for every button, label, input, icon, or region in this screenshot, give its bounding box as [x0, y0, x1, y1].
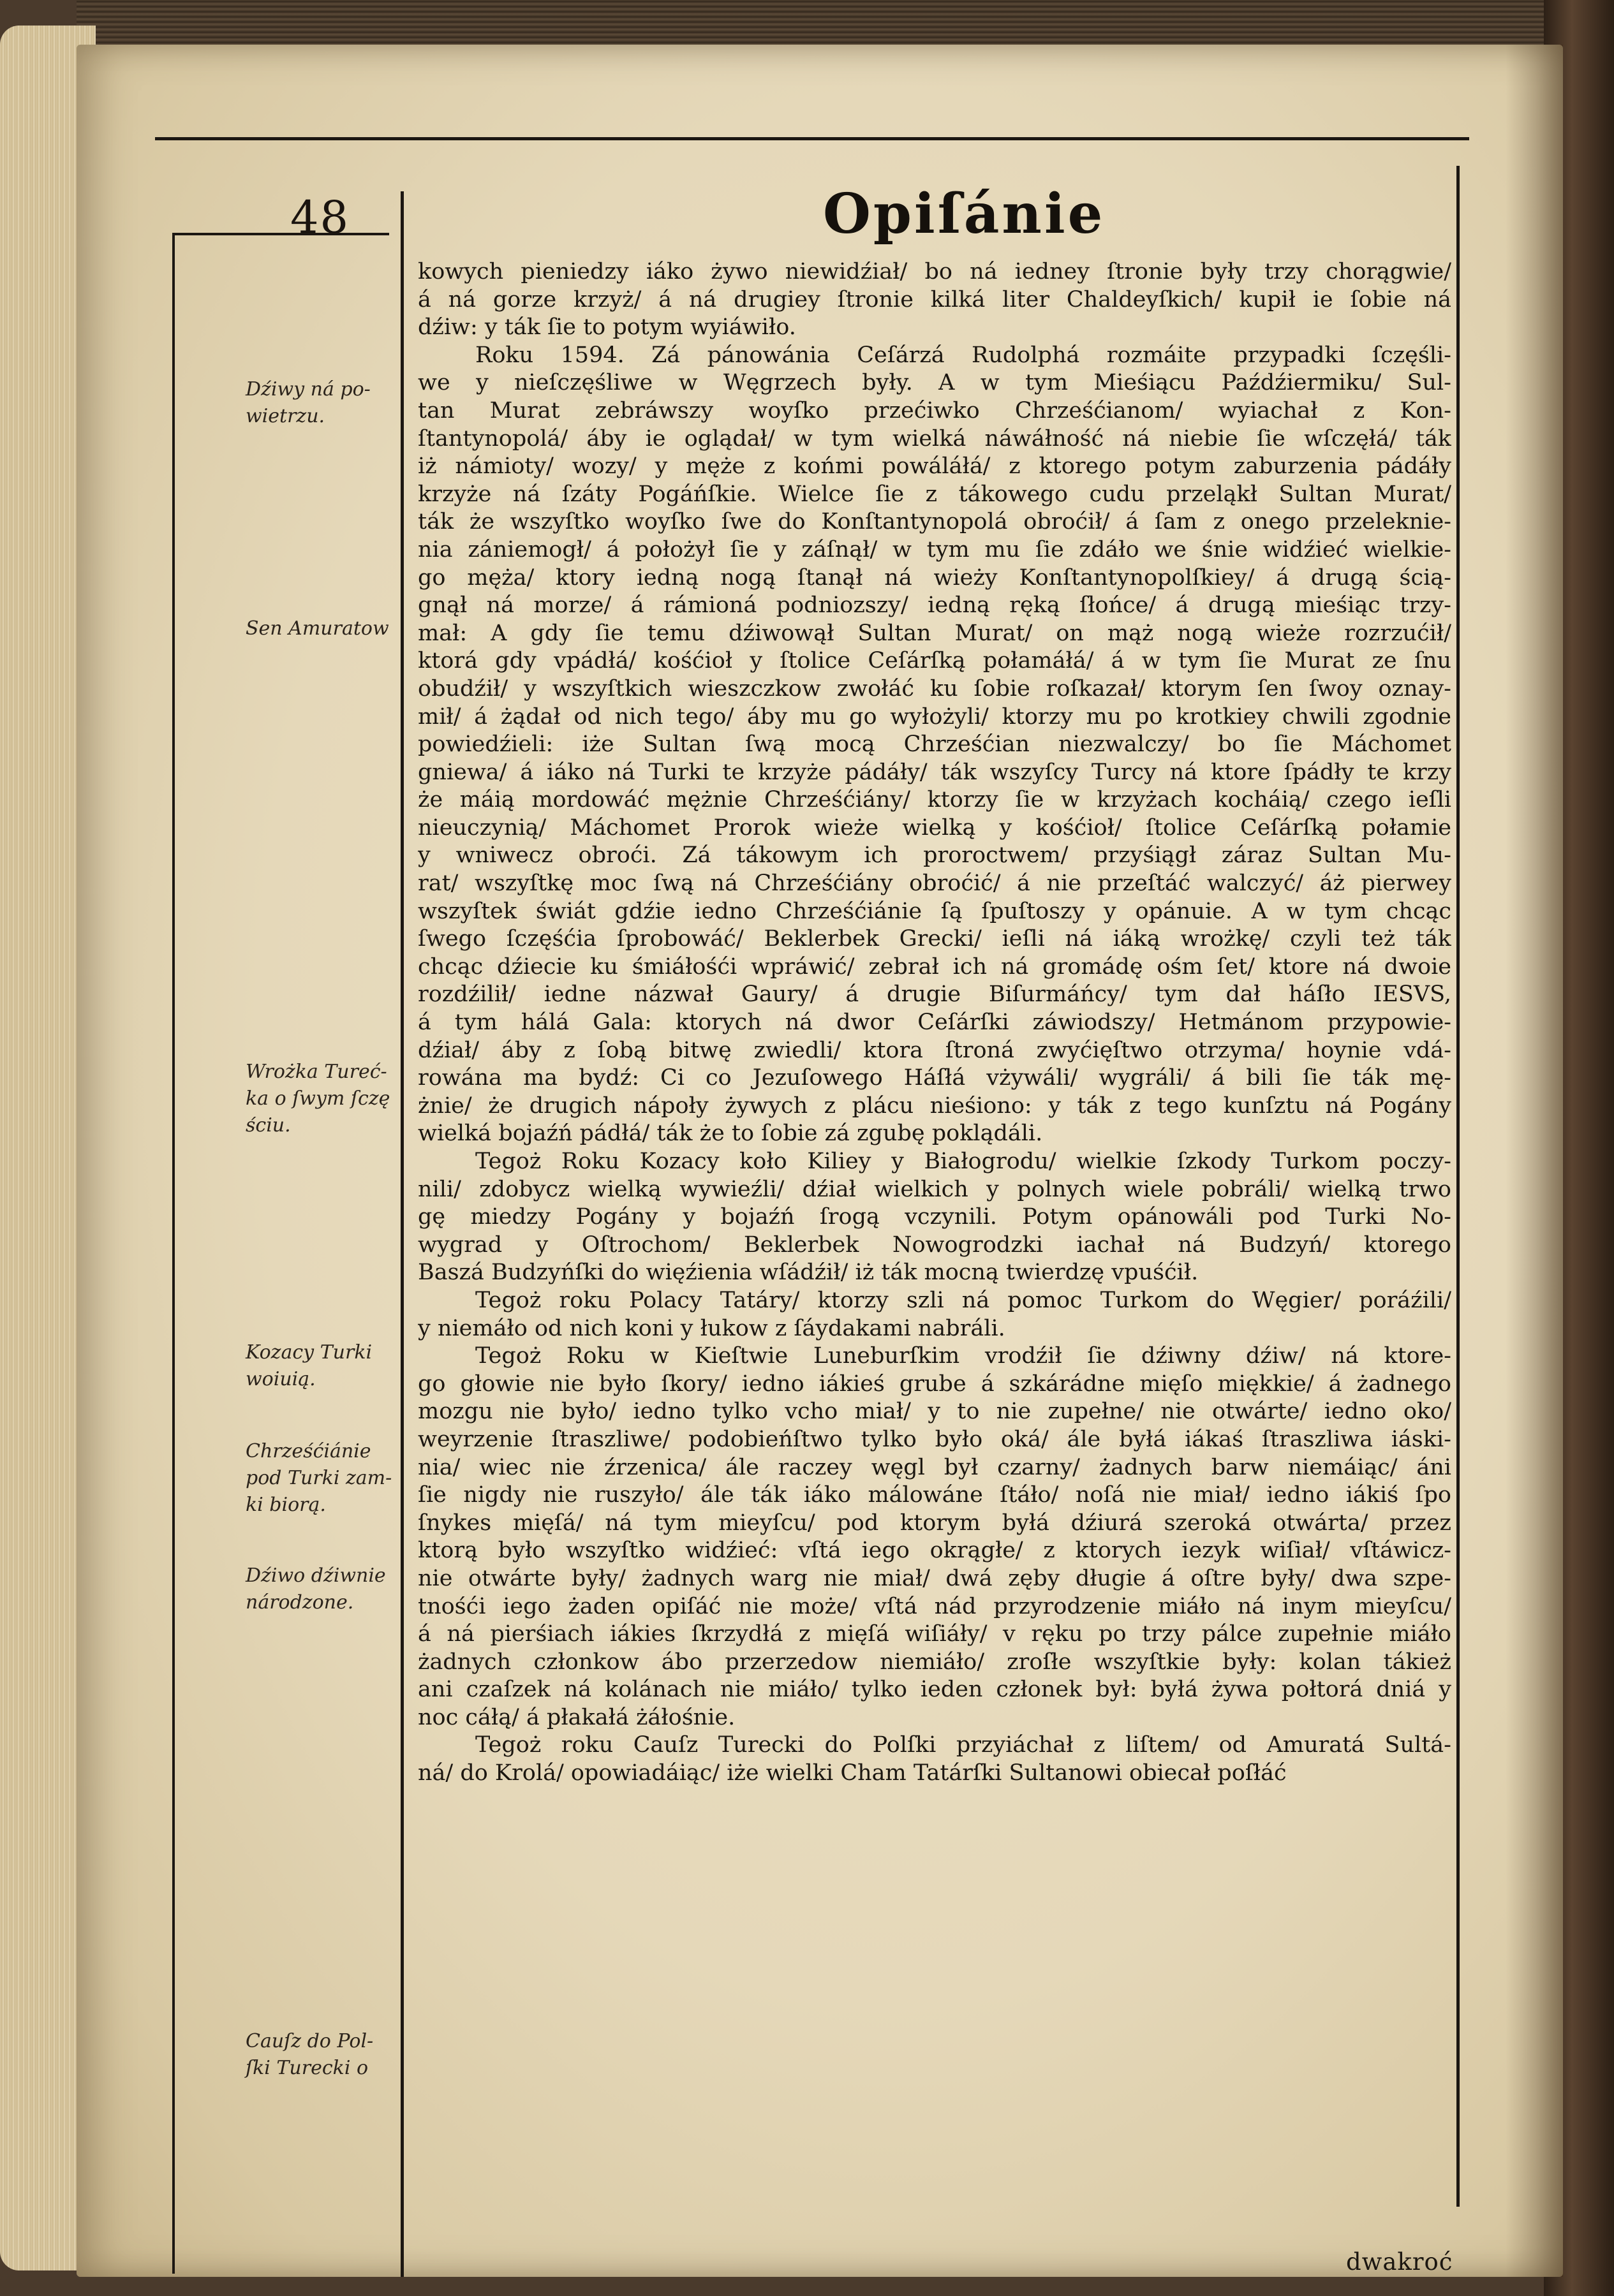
- text-line: nia zániemogł/ á położył ſie y záſnął/ w tym mu ſie zdáło we śnie widźieć wielkie-: [418, 536, 1451, 563]
- text-line: go głowie nie było ſkory/ iedno iákieś grube á szkárádne mięſo miękkie/ á żadnego: [418, 1371, 1451, 1397]
- margin-note-line: Dźiwy ná po-: [246, 378, 371, 401]
- margin-note-line: ki biorą.: [246, 1494, 326, 1516]
- text-line: tan Murat zebráwszy woyſko przećiwko Chrześćianom/ wyiachał z Kon-: [418, 397, 1451, 423]
- margin-left-rule: [172, 233, 175, 2274]
- text-line: wielká bojaźń pádłá/ ták że to ſobie zá zgubę poklądáli.: [418, 1121, 1043, 1147]
- text-line: iż námioty/ wozy/ y męże z końmi powáláłá/ z ktorego potym zaburzenia pádáły: [418, 453, 1451, 480]
- text-line: y niemáło od nich koni y łukow z ſáydakami nabráli.: [418, 1315, 1005, 1341]
- text-line: go męża/ ktory iedną nogą ſtanął ná wieży Konſtantynopolſkiey/ á drugą ścią-: [418, 564, 1451, 591]
- margin-note-line: Sen Amuratow: [246, 617, 389, 640]
- text-line: á ná pierśiach iákies ſkrzydłá z mięſá wiſiáły/ v ręku po trzy pálce zupełnie miáło: [418, 1621, 1451, 1647]
- text-line: obudźił/ y wszyſtkich wieszczkow zwołáć ku ſobie roſkazał/ ktorym ſen ſwoy oznay-: [418, 675, 1451, 702]
- text-line: ktorá gdy vpádłá/ kośćioł y ſtolice Ceſárſką połamáłá/ á w tym ſie Murat ze ſnu: [418, 648, 1451, 674]
- text-line: gniewa/ á iáko ná Turki te krzyże pádáły/ ták wszyſcy Turcy ná ktore ſpádły te krzy: [418, 759, 1451, 785]
- page-number-rule: [172, 233, 389, 235]
- text-line: á tym hálá Gala: ktorych ná dwor Ceſárſki záwiodszy/ Hetmánom przypowie-: [418, 1010, 1451, 1036]
- text-line: gnął ná morze/ á rámioná podniozszy/ iedną ręką ſłońce/ á drugą mieśiąc trzy-: [418, 592, 1451, 619]
- text-line: Tegoż Roku w Kieſtwie Luneburſkim vrodźił ſie dźiwny dźiw/ ná ktore-: [475, 1343, 1451, 1369]
- text-line: nili/ zdobycz wielką wywieźli/ dźiał wielkich y polnych wiele pobráli/ wielką trwo: [418, 1176, 1451, 1202]
- running-head: Opiſánie: [823, 182, 1106, 246]
- margin-note-line: ſki Turecki o: [246, 2057, 369, 2079]
- text-right-rule: [1456, 166, 1460, 2207]
- text-line: rozdźilił/ iedne názwał Gaury/ á drugie Biſurmáńcy/ tym dał háſło IESVS,: [418, 982, 1451, 1008]
- margin-note: [246, 615, 399, 642]
- text-line: kowych pieniedzy iáko żywo niewidźiał/ bo ná iedney ſtronie były trzy chorągwie/: [418, 259, 1451, 284]
- margin-note-line: Dźiwo dźiwnie: [246, 1564, 386, 1587]
- text-line: nia/ wiec nie źrzenica/ ále raczey węgl był czarny/ żadnych barw niemáiąc/ áni: [418, 1454, 1451, 1480]
- margin-note: [246, 1438, 399, 1519]
- text-line: ani czaſzek ná kolánach nie miáło/ tylko ieden członek był: byłá żywa połtorá dniá y: [418, 1677, 1451, 1703]
- margin-note-line: Wrożka Tureć-: [246, 1061, 387, 1083]
- text-line: żadnych członkow ábo przerzedow niemiáło/ zroſłe wszyſtkie były: kolan tákież: [418, 1649, 1451, 1675]
- text-line: rowána ma bydź: Ci co Jezuſowego Háſłá vżywáli/ wygráli/ á bili ſie ták mę-: [418, 1065, 1451, 1091]
- text-line: ſnykes mięſá/ ná tym mieyſcu/ pod ktorym byłá dźiurá szeroká otwárta/ przez: [418, 1510, 1451, 1536]
- text-line: dźiał/ áby z ſobą bitwę zwiedli/ ktora ſtroná zwyćięſtwo otrzyma/ hoynie vdá-: [418, 1037, 1451, 1063]
- text-line: wszyſtek świát gdźie iedno Chrześćiánie ſą ſpuſtoszy y opánuie. A w tym chcąc: [418, 898, 1451, 924]
- text-line: tnośći iego żaden opiſáć nie może/ vſtá nád przyrodzenie miáło ná inym mieyſcu/: [418, 1593, 1451, 1619]
- margin-note: [246, 376, 399, 430]
- margin-note: [246, 1059, 399, 1139]
- page-number: 48: [290, 191, 350, 244]
- text-line: y wniwecz obroći. Zá tákowym ich proroctwem/ przyśiągł záraz Sultan Mu-: [418, 843, 1451, 869]
- text-line: ná/ do Krolá/ opowiadáiąc/ iże wielki Cham Tatárſki Sultanowi obiecał poſłáć: [418, 1760, 1287, 1786]
- body-text: [418, 258, 1451, 1788]
- text-line: Roku 1594. Zá pánowánia Ceſárzá Rudolphá rozmáite przypadki ſczęśli-: [475, 342, 1451, 368]
- text-line: nie otwárte były/ żadnych warg nie miał/ dwá zęby długie á oſtre były/ dwa szpe-: [418, 1565, 1451, 1591]
- catchword: dwakroć: [1346, 2248, 1453, 2276]
- margin-note-line: pod Turki zam-: [246, 1467, 392, 1489]
- text-line: nieuczynią/ Máchomet Prorok wieże wielką y kośćioł/ ſtolice Ceſárſką połamie: [418, 814, 1451, 841]
- margin-note-line: woiuią.: [246, 1368, 316, 1390]
- text-line: Baszá Budzyńſki do więźienia wſádźił/ iż ták mocną twierdzę vpuśćił.: [418, 1260, 1199, 1286]
- text-line: Tegoż roku Cauſz Turecki do Polſki przyiáchał z liſtem/ od Amuratá Sultá-: [475, 1732, 1451, 1758]
- text-line: chcąc dźiecie ku śmiáłośći wpráwić/ zebrał ich ná gromádę ośm ſet/ ktore ná dwoie: [418, 953, 1451, 980]
- text-line: ſtantynopolá/ áby ie oglądał/ w tym wielká náwáłność ná niebie ſie wſczęłá/ ták: [418, 425, 1451, 452]
- text-line: ſwego ſczęśćia ſprobowáć/ Beklerbek Grecki/ ieſli ná iáką wrożkę/ czyli też ták: [418, 926, 1451, 952]
- margin-note-line: Cauſz do Pol-: [246, 2030, 374, 2052]
- margin-note-line: wietrzu.: [246, 405, 325, 427]
- gutter-shadow: [1506, 45, 1563, 2277]
- text-line: że máią mordowáć mężnie Chrześćiány/ ktorzy ſie w krzyżach kocháią/ czego ieſli: [418, 787, 1451, 813]
- text-line: mał: A gdy ſie temu dźiwowął Sultan Murat/ on mąż nogą wieże rozrzućił/: [418, 620, 1451, 646]
- text-line: powiedźieli: iże Sultan ſwą mocą Chrześćian niezwalczy/ bo ſie Máchomet: [418, 732, 1451, 758]
- margin-note-line: Kozacy Turki: [246, 1341, 373, 1364]
- text-line: Tegoż roku Polacy Tatáry/ ktorzy szli ná pomoc Turkom do Węgier/ poráźili/: [475, 1287, 1451, 1313]
- text-line: żnie/ że drugich nápoły żywych z plácu nieśiono: y ták z tego kunſztu ná Pogány: [418, 1093, 1451, 1119]
- text-line: Tegoż Roku Kozacy koło Kiliey y Białogrodu/ wielkie ſzkody Turkom poczy-: [475, 1149, 1451, 1174]
- text-line: ſie nigdy nie ruszyło/ ále ták iáko málowáne ſtáło/ noſá nie miał/ iedno iákiś ſpo: [418, 1482, 1451, 1508]
- text-line: wygrad y Oſtrochom/ Beklerbek Nowogrodzki iachał ná Budzyń/ ktorego: [418, 1232, 1451, 1258]
- text-line: á ná gorze krzyż/ á ná drugiey ſtronie kilká liter Chaldeyſkich/ kupił ie ſobie ná: [418, 286, 1451, 313]
- margin-note: [246, 1563, 399, 1616]
- text-line: rat/ wszyſtkę moc ſwą ná Chrześćiány obroćić/ á nie przeſtáć walczyć/ áż pierwey: [418, 871, 1451, 897]
- text-line: ktorą było wszyſtko widźieć: vſtá iego okrągłe/ z ktorych iezyk wiſiał/ vſtáwicz-: [418, 1538, 1451, 1564]
- text-line: mozgu nie było/ iedno tylko vcho miał/ y to nie zupełne/ nie otwárte/ iedno oko/: [418, 1399, 1451, 1425]
- text-line: mił/ á żądał od nich tego/ áby mu go wyłożyli/ ktorzy mu po krotkiey chwili zgodnie: [418, 703, 1451, 730]
- text-line: gę miedzy Pogány y bojaźń ſrogą vczynili. Potym opánowáli pod Turki No-: [418, 1204, 1451, 1230]
- text-line: krzyże ná ſzáty Pogáńſkie. Wielce ſie z tákowego cudu przeląkł Sultan Murat/: [418, 481, 1451, 507]
- margin-note-line: ka o ſwym ſczę: [246, 1087, 390, 1110]
- text-line: we y nieſczęśliwe w Węgrzech były. A w tym Mieśiącu Paźdźiermiku/ Sul-: [418, 370, 1451, 396]
- margin-note: [246, 1339, 399, 1393]
- text-line: ták że wszyſtko woyſko ſwe do Konſtantynopolá obroćił/ á ſam z onego przeleknie-: [418, 509, 1451, 535]
- header-rule: [155, 137, 1469, 140]
- text-line: noc cáłą/ á płakałá żáłośnie.: [418, 1704, 736, 1730]
- margin-note-line: ściu.: [246, 1114, 291, 1137]
- margin-divider-rule: [401, 191, 404, 2277]
- margin-note: [246, 2028, 399, 2082]
- text-line: dźiw: y ták ſie to potym wyiáwiło.: [418, 314, 796, 341]
- text-line: weyrzenie ſtraszliwe/ podobieńſtwo tylko było oká/ ále byłá iákaś ſtraszliwa iáski-: [418, 1426, 1451, 1452]
- margin-note-line: národzone.: [246, 1591, 354, 1614]
- margin-note-line: Chrześćiánie: [246, 1440, 371, 1462]
